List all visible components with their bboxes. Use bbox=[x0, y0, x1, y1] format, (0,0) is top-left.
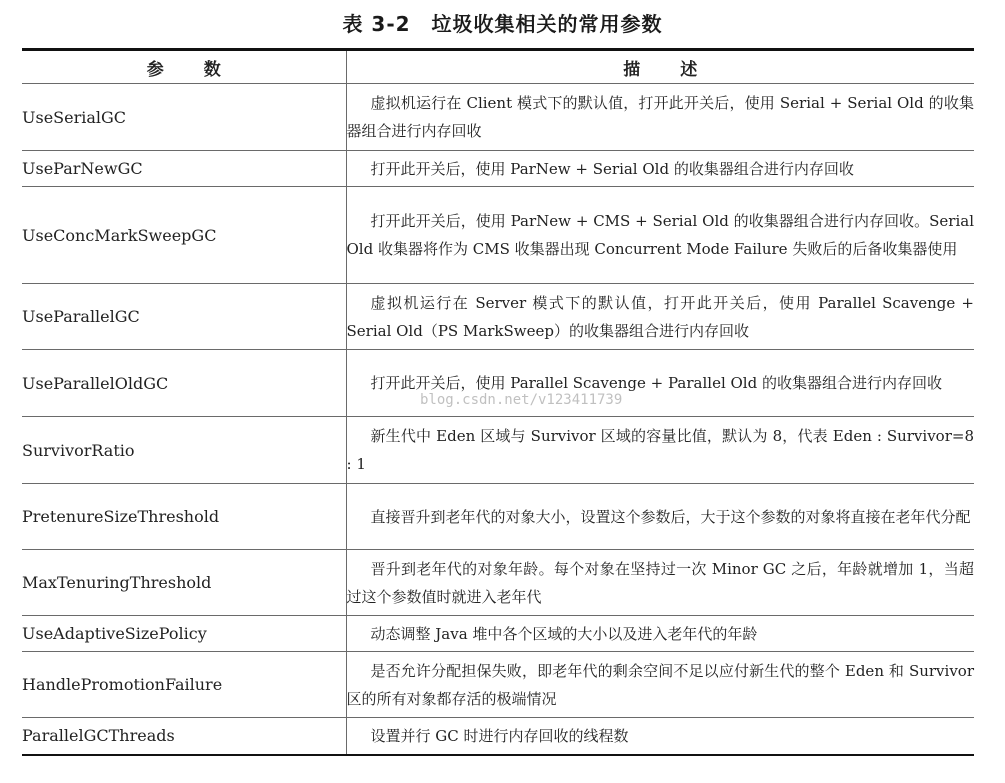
table-row bbox=[22, 151, 974, 187]
param-name: UseParallelOldGC bbox=[22, 350, 346, 417]
watermark: blog.csdn.net/v123411739 bbox=[420, 392, 623, 408]
param-name: UseParallelGC bbox=[22, 284, 346, 350]
param-desc: 打开此开关后，使用 ParNew + CMS + Serial Old 的收集器组合进行内存回收。Serial Old 收集器将作为 CMS 收集器出现 Concurrent Mode Failure 失败后的后备收集器使用 bbox=[346, 187, 974, 284]
param-desc: 打开此开关后，使用 Parallel Scavenge + Parallel Old 的收集器组合进行内存回收 bbox=[346, 350, 974, 417]
param-name: UseSerialGC bbox=[22, 84, 346, 151]
param-name: ParallelGCThreads bbox=[22, 718, 346, 755]
param-desc: 新生代中 Eden 区域与 Survivor 区域的容量比值，默认为 8，代表 Eden : Survivor=8 : 1 bbox=[346, 417, 974, 484]
param-name: HandlePromotionFailure bbox=[22, 652, 346, 718]
table-row bbox=[22, 550, 974, 616]
param-name: UseAdaptiveSizePolicy bbox=[22, 616, 346, 652]
table-row bbox=[22, 652, 974, 718]
param-name: UseConcMarkSweepGC bbox=[22, 187, 346, 284]
param-desc: 动态调整 Java 堆中各个区域的大小以及进入老年代的年龄 bbox=[346, 616, 974, 652]
header-desc: 描述 bbox=[346, 50, 974, 84]
table-row bbox=[22, 187, 974, 284]
param-name: UseParNewGC bbox=[22, 151, 346, 187]
param-name: MaxTenuringThreshold bbox=[22, 550, 346, 616]
param-desc: 设置并行 GC 时进行内存回收的线程数 bbox=[346, 718, 974, 755]
header-param: 参数 bbox=[22, 50, 346, 84]
table-title: 表 3-2 垃圾收集相关的常用参数 bbox=[342, 12, 663, 36]
header-row bbox=[22, 50, 974, 84]
param-desc: 直接晋升到老年代的对象大小，设置这个参数后，大于这个参数的对象将直接在老年代分配 bbox=[346, 484, 974, 550]
param-desc: 晋升到老年代的对象年龄。每个对象在坚持过一次 Minor GC 之后，年龄就增加 1，当超过这个参数值时就进入老年代 bbox=[346, 550, 974, 616]
param-desc: 打开此开关后，使用 ParNew + Serial Old 的收集器组合进行内存回收 bbox=[346, 151, 974, 187]
table-row bbox=[22, 484, 974, 550]
table-row bbox=[22, 616, 974, 652]
param-desc: 虚拟机运行在 Server 模式下的默认值，打开此开关后，使用 Parallel Scavenge + Serial Old（PS MarkSweep）的收集器组合进行内存回收 bbox=[346, 284, 974, 350]
table-row bbox=[22, 84, 974, 151]
param-name: SurvivorRatio bbox=[22, 417, 346, 484]
param-desc: 虚拟机运行在 Client 模式下的默认值，打开此开关后，使用 Serial + Serial Old 的收集器组合进行内存回收 bbox=[346, 84, 974, 151]
param-name: PretenureSizeThreshold bbox=[22, 484, 346, 550]
param-desc: 是否允许分配担保失败，即老年代的剩余空间不足以应付新生代的整个 Eden 和 Survivor 区的所有对象都存活的极端情况 bbox=[346, 652, 974, 718]
table-row bbox=[22, 718, 974, 755]
table-row bbox=[22, 284, 974, 350]
table-row bbox=[22, 417, 974, 484]
